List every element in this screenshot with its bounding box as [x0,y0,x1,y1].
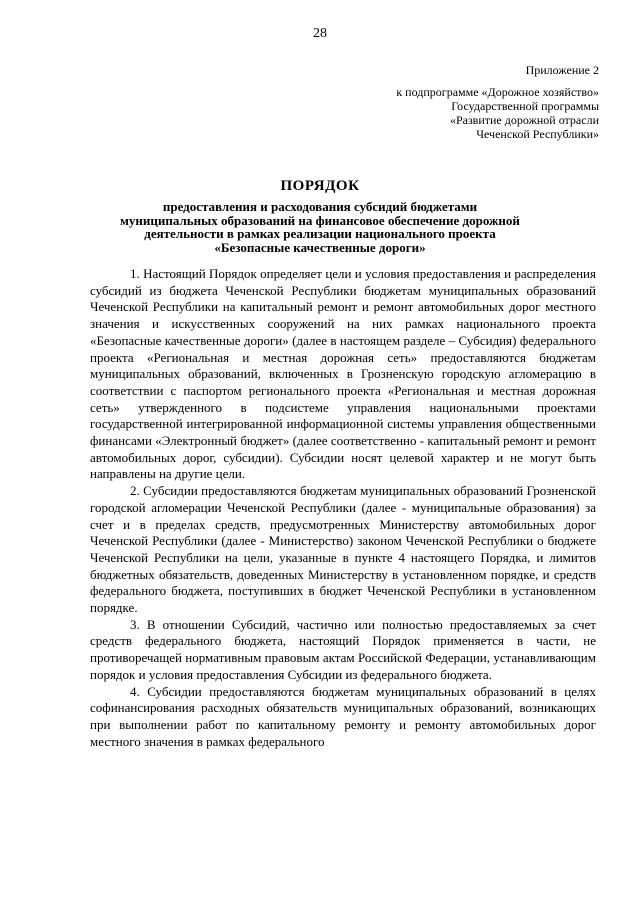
appendix-line: Чеченской Республики» [476,127,599,141]
appendix-title: Приложение 2 [525,63,599,77]
paragraph-4: 4. Субсидии предоставляются бюджетам муниципальных образований в целях софинансирования расходных обязательств муниципальных образований, возникающих при выполнении работ по капитальному ремонту и ремонту автомобильных дорог местного значения в рамках федерального [90,683,596,749]
document-heading: ПОРЯДОК [280,178,360,194]
appendix-line: Государственной программы [451,99,599,113]
subheading-line: предоставления и расходования субсидий бюджетами [162,199,478,214]
paragraph-2: 2. Субсидии предоставляются бюджетам муниципальных образований Грозненской городской агломерации Чеченской Республики (далее - муниципальные образования) за счет и в пределах средств, предусмотренных Министерству автомобильных дорог Чеченской Республики (далее - Министерство) законом Чеченской Республики о бюджете Чеченской Республики на цели, указанные в пункте 4 настоящего Порядка, и лимитов бюджетных обязательств, доведенных Министерству в установленном порядке, и средств федерального бюджета, поступивших в бюджет Чеченской Республики в установленном порядке. [90,483,596,616]
appendix-line: к подпрограмме «Дорожное хозяйство» [396,85,599,99]
subheading-line: деятельности в рамках реализации национального проекта [144,226,496,241]
paragraph-1: 1. Настоящий Порядок определяет цели и условия предоставления и распределения субсидий из бюджета Чеченской Республики бюджетам муниципальных образований Чеченской Республики на капитальный ремонт и ремонт автомобильных дорог местного значения и искусственных сооружений на них рамках национального проекта «Безопасные качественные дороги» (далее в настоящем разделе – Субсидия) федерального проекта «Региональная и местная дорожная сеть» предоставляются бюджетам муниципальных образований, включенных в Грозненскую городскую агломерацию в соответствии с паспортом регионального проекта «Региональная и местная дорожная сеть» утвержденного в подсистеме управления национальными проектами государственной интегрированной информационной системы управления общественными финансами «Электронный бюджет» (далее соответственно - капитальный ремонт и ремонт автомобильных дорог, субсидии). Субсидии носят целевой характер и не могут быть направлены на другие цели. [90,266,596,482]
page-number: 28 [313,26,327,41]
subheading-line: муниципальных образований на финансовое обеспечение дорожной [120,212,520,228]
document-subheading [0,200,640,254]
appendix-block [299,63,599,141]
paragraph-3: 3. В отношении Субсидий, частично или полностью предоставляемых за счет средств федерального бюджета, настоящий Порядок применяется в части, не противоречащей нормативным правовым актам Российской Федерации, устанавливающим порядок и условия предоставления Субсидии из федерального бюджета. [90,616,596,682]
document-body [90,266,596,750]
appendix-line: «Развитие дорожной отрасли [449,113,599,127]
subheading-line: «Безопасные качественные дороги» [214,239,426,255]
